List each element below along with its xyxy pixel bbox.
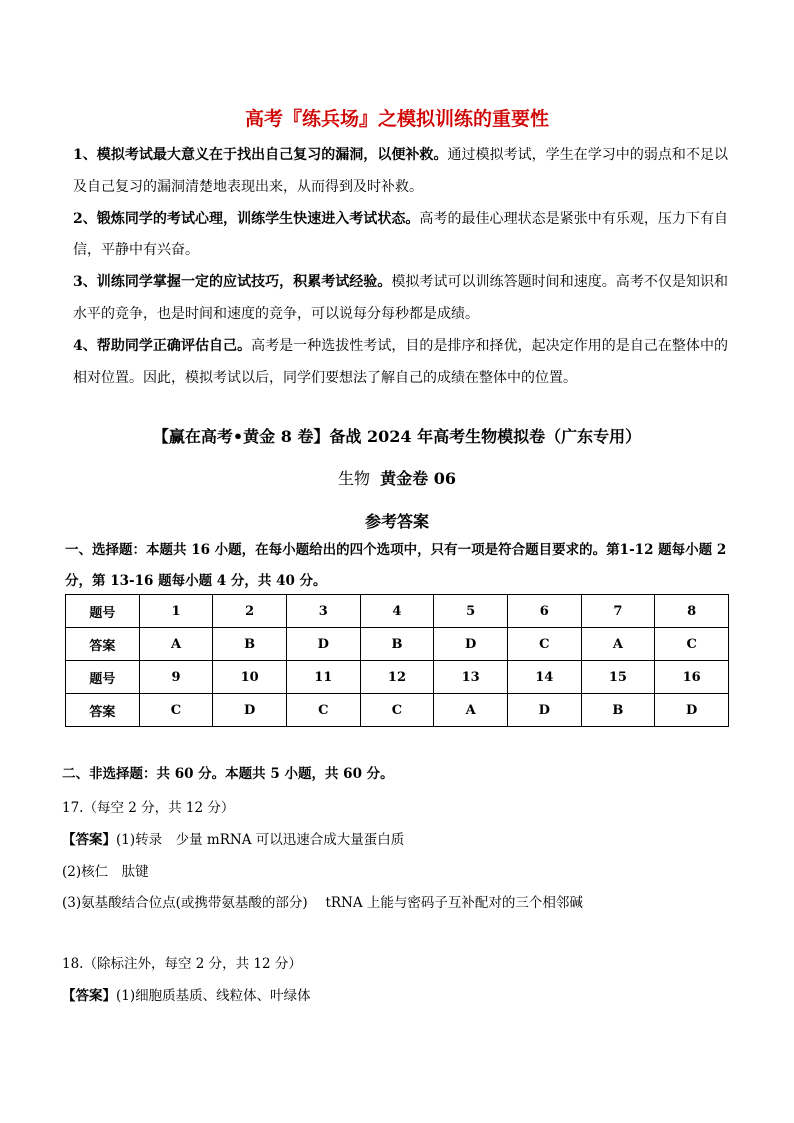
section1-instructions: 一、选择题：本题共 16 小题，在每小题给出的四个选项中，只有一项是符合题目要求的。第1-12 题每小题 2 分，第 13-16 题每小题 4 分，共 40 分。	[65, 542, 727, 589]
table-cell: A	[139, 628, 213, 661]
q17-line-2: (2)核仁 肽键	[62, 864, 149, 880]
table-row	[66, 595, 729, 628]
table-cell: 11	[286, 661, 360, 694]
promo-item: 3、训练同学掌握一定的应试技巧，积累考试经验。模拟考试可以训练答题时间和速度。高考不仅是知识和水平的竞争，也是时间和速度的竞争，可以说每分每秒都是成绩。	[73, 274, 728, 322]
table-row-header: 答案	[66, 694, 140, 727]
table-cell: 7	[581, 595, 655, 628]
promo-title: 高考『练兵场』之模拟训练的重要性	[244, 108, 549, 130]
table-cell: C	[655, 628, 729, 661]
table-cell: B	[581, 694, 655, 727]
table-cell: 12	[360, 661, 434, 694]
table-cell: 16	[655, 661, 729, 694]
promo-item: 2、锻炼同学的考试心理，训练学生快速进入考试状态。高考的最佳心理状态是紧张中有乐观，压力下有自信，平静中有兴奋。	[73, 210, 728, 259]
table-cell: 4	[360, 595, 434, 628]
table-cell: C	[360, 694, 434, 727]
q17-header: 17.（每空 2 分，共 12 分）	[62, 800, 235, 816]
table-cell: D	[286, 628, 360, 661]
answer-heading: 参考答案	[364, 512, 429, 531]
table-cell: D	[434, 628, 508, 661]
table-cell: B	[213, 628, 287, 661]
table-cell: B	[360, 628, 434, 661]
q17-line-3: (3)氨基酸结合位点(或携带氨基酸的部分) tRNA 上能与密码子互补配对的三个相邻碱	[62, 895, 583, 911]
table-row	[66, 694, 729, 727]
table-row	[66, 628, 729, 661]
exam-title: 【赢在高考•黄金 8 卷】备战 2024 年高考生物模拟卷（广东专用）	[152, 427, 642, 446]
section2-heading: 二、非选择题：共 60 分。本题共 5 小题，共 60 分。	[62, 766, 394, 782]
answer-tag: 【答案】	[62, 988, 116, 1004]
table-cell: 14	[507, 661, 581, 694]
table-cell: D	[507, 694, 581, 727]
table-cell: 13	[434, 661, 508, 694]
table-cell: 6	[507, 595, 581, 628]
subject-name: 生物	[337, 469, 370, 488]
subject-line	[0, 466, 794, 489]
paper-name: 黄金卷 06	[380, 469, 457, 488]
promo-item: 4、帮助同学正确评估自己。高考是一种选拔性考试，目的是排序和择优，起决定作用的是自己在整体中的相对位置。因此，模拟考试以后，同学们要想法了解自己的成绩在整体中的位置。	[73, 337, 728, 386]
table-row-header: 题号	[66, 595, 140, 628]
table-cell: C	[507, 628, 581, 661]
q18-answer-line: 【答案】(1)细胞质基质、线粒体、叶绿体	[62, 988, 311, 1004]
answer-tag: 【答案】	[62, 832, 116, 848]
promo-list	[73, 140, 728, 394]
table-row-header: 题号	[66, 661, 140, 694]
q17-answer-line: 【答案】(1)转录 少量 mRNA 可以迅速合成大量蛋白质	[62, 832, 405, 848]
table-cell: A	[581, 628, 655, 661]
table-cell: D	[213, 694, 287, 727]
table-cell: D	[655, 694, 729, 727]
table-cell: C	[139, 694, 213, 727]
table-cell: 2	[213, 595, 287, 628]
table-cell: 5	[434, 595, 508, 628]
table-cell: A	[434, 694, 508, 727]
q18-header: 18.（除标注外，每空 2 分，共 12 分）	[62, 956, 302, 972]
table-row	[66, 661, 729, 694]
table-row-header: 答案	[66, 628, 140, 661]
table-cell: 10	[213, 661, 287, 694]
table-cell: C	[286, 694, 360, 727]
table-cell: 1	[139, 595, 213, 628]
answer-table	[65, 594, 729, 727]
table-cell: 3	[286, 595, 360, 628]
table-cell: 8	[655, 595, 729, 628]
promo-item: 1、模拟考试最大意义在于找出自己复习的漏洞，以便补救。通过模拟考试，学生在学习中的弱点和不足以及自己复习的漏洞清楚地表现出来，从而得到及时补救。	[73, 147, 728, 195]
table-cell: 15	[581, 661, 655, 694]
table-cell: 9	[139, 661, 213, 694]
